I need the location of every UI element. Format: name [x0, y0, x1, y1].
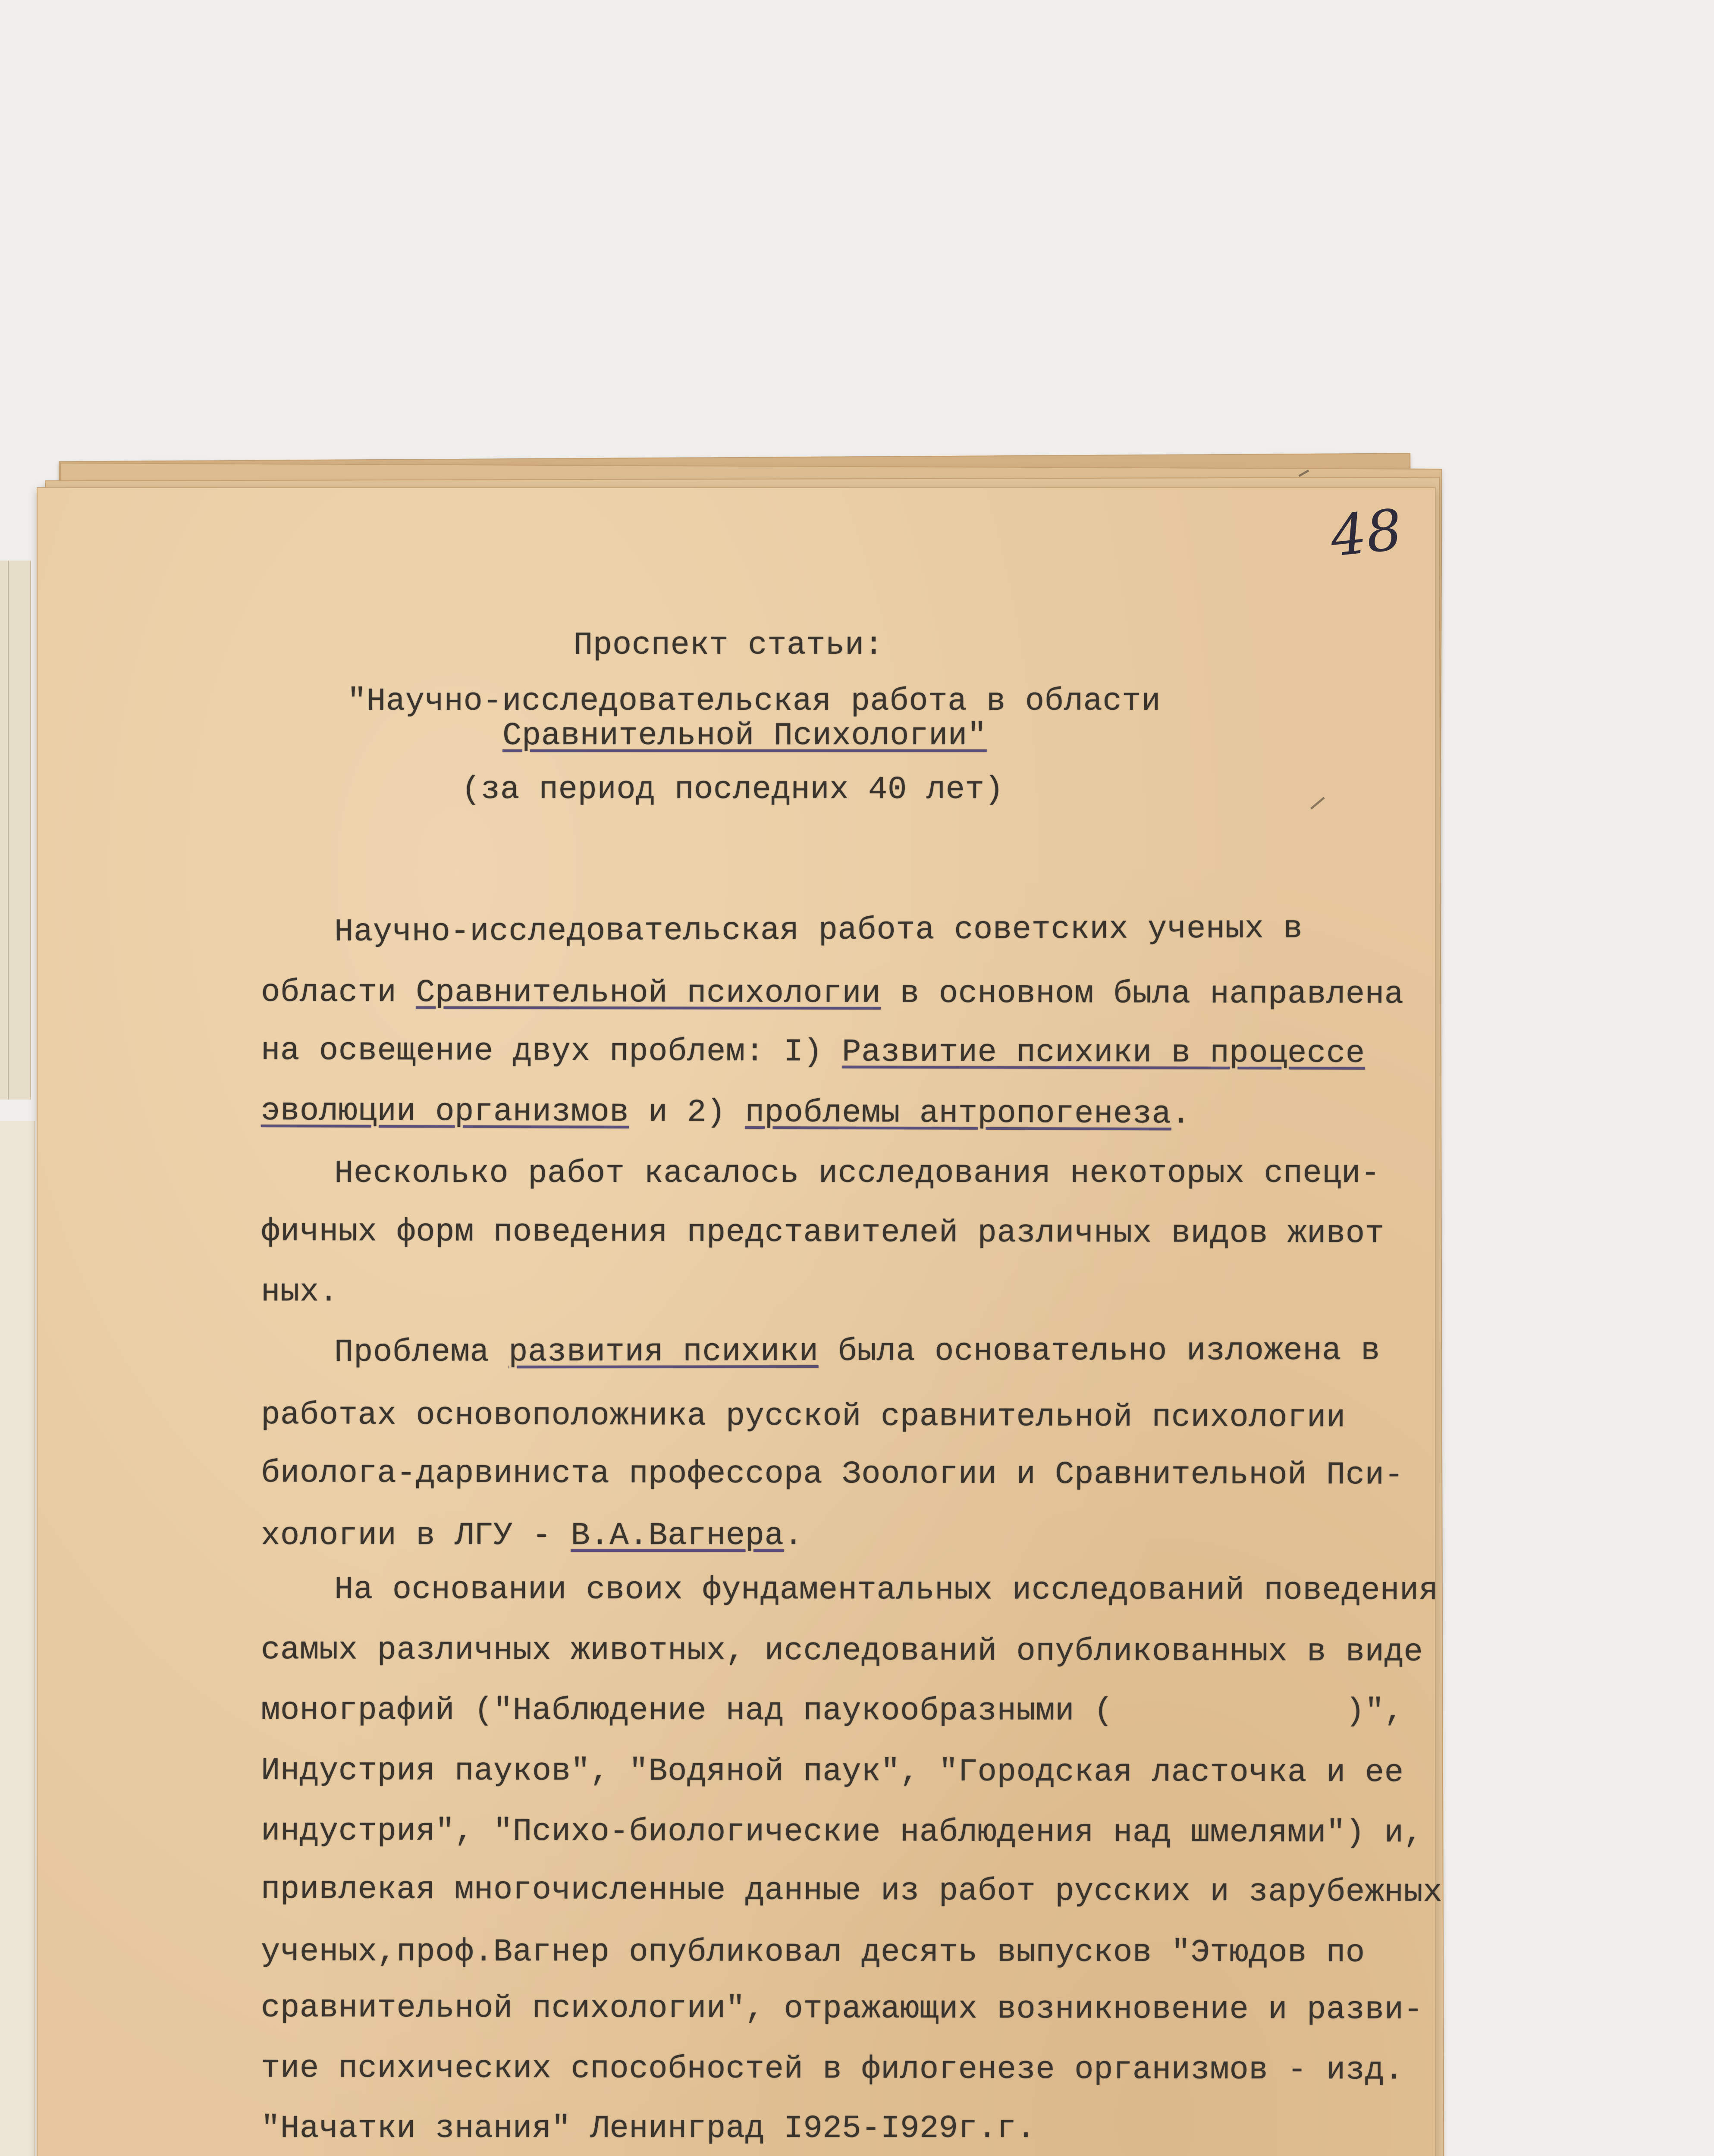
page-number: 48 [1327, 496, 1405, 570]
text-segment: на освещение двух проблем: I) [261, 1033, 842, 1071]
text-line [261, 1992, 1423, 2026]
text-segment: Научно-исследовательская работа советских ученых в [334, 911, 1303, 950]
text-segment: фичных форм поведения представителей различных видов живот [261, 1214, 1384, 1252]
text-line [261, 2113, 1036, 2145]
underlined-phrase: проблемы антропогенеза [745, 1094, 1171, 1133]
text-segment: Проблема [334, 1334, 509, 1371]
text-segment: области [261, 975, 416, 1011]
document-title: Проспект статьи: [574, 627, 884, 664]
text-line [261, 1399, 1346, 1434]
underlined-phrase: В.А.Вагнера [571, 1518, 784, 1554]
text-segment: привлекая многочисленные данные из работ русских и зарубежных [261, 1871, 1443, 1911]
text-segment: . [1171, 1096, 1191, 1133]
text-line [261, 1095, 1191, 1131]
article-title-line-2: Сравнительной Психологии" [502, 718, 987, 754]
text-segment: ных. [261, 1274, 339, 1310]
text-segment: биолога-дарвиниста профессора Зоологии и Сравнительной Пси- [261, 1455, 1404, 1494]
underlined-phrase: эволюции организмов [261, 1093, 629, 1131]
adjacent-sheet-edge [0, 561, 31, 1100]
text-segment: Несколько работ касалось исследования некоторых специ- [334, 1156, 1380, 1192]
text-line [261, 1871, 1443, 1911]
text-line [261, 1936, 1365, 1969]
text-segment: На основании своих фундаментальных исследований поведения [334, 1572, 1438, 1609]
text-line [261, 1276, 339, 1308]
text-segment: . [784, 1518, 804, 1554]
text-segment: индустрия", "Психо-биологические наблюдения над шмелями") и, [261, 1813, 1423, 1852]
text-line [261, 1216, 1384, 1250]
text-line [334, 1158, 1380, 1190]
text-line [334, 1574, 1438, 1607]
text-line [261, 1813, 1423, 1852]
article-title-line-1: "Научно-исследовательская работа в области [347, 683, 1161, 720]
text-segment: и 2) [629, 1094, 745, 1131]
text-line [261, 1692, 1404, 1730]
text-segment: самых различных животных, исследований опубликованных в виде [261, 1632, 1423, 1670]
text-segment: хологии в ЛГУ - [261, 1518, 571, 1554]
text-segment: ученых,проф.Вагнер опубликовал десять выпусков "Этюдов по [261, 1934, 1365, 1971]
underlined-phrase: Развитие психики в процессе [842, 1034, 1365, 1072]
underlined-phrase: развития психики [509, 1334, 819, 1371]
text-segment: "Начатки знания" Ленинград I925-I929г.г. [261, 2111, 1036, 2147]
text-segment: Индустрия пауков", "Водяной паук", "Городская ласточка и ее [261, 1753, 1404, 1791]
sheet-edge-line [8, 561, 9, 1100]
text-segment: была основательно изложена в [818, 1332, 1381, 1370]
text-segment: в основном была направлена [880, 975, 1404, 1013]
underlined-phrase: Сравнительной психологии [416, 975, 881, 1012]
text-segment: монографий ("Наблюдение над паукообразными ( )", [261, 1692, 1404, 1730]
text-segment: работах основоположника русской сравнительной психологии [261, 1397, 1346, 1436]
text-segment: сравнительной психологии", отражающих возникновение и разви- [261, 1990, 1423, 2028]
text-line [334, 913, 1303, 948]
text-line [261, 2050, 1404, 2089]
text-line [261, 1755, 1404, 1789]
text-line [261, 1035, 1365, 1070]
text-line [261, 977, 1404, 1011]
text-segment: тие психических способностей в филогенезе организмов - изд. [261, 2050, 1404, 2089]
adjacent-sheet-edge [0, 1121, 35, 2156]
article-period: (за период последних 40 лет) [461, 772, 1004, 808]
text-line [261, 1634, 1423, 1668]
text-line [334, 1332, 1381, 1371]
text-line [261, 1457, 1404, 1492]
text-line [261, 1520, 803, 1552]
